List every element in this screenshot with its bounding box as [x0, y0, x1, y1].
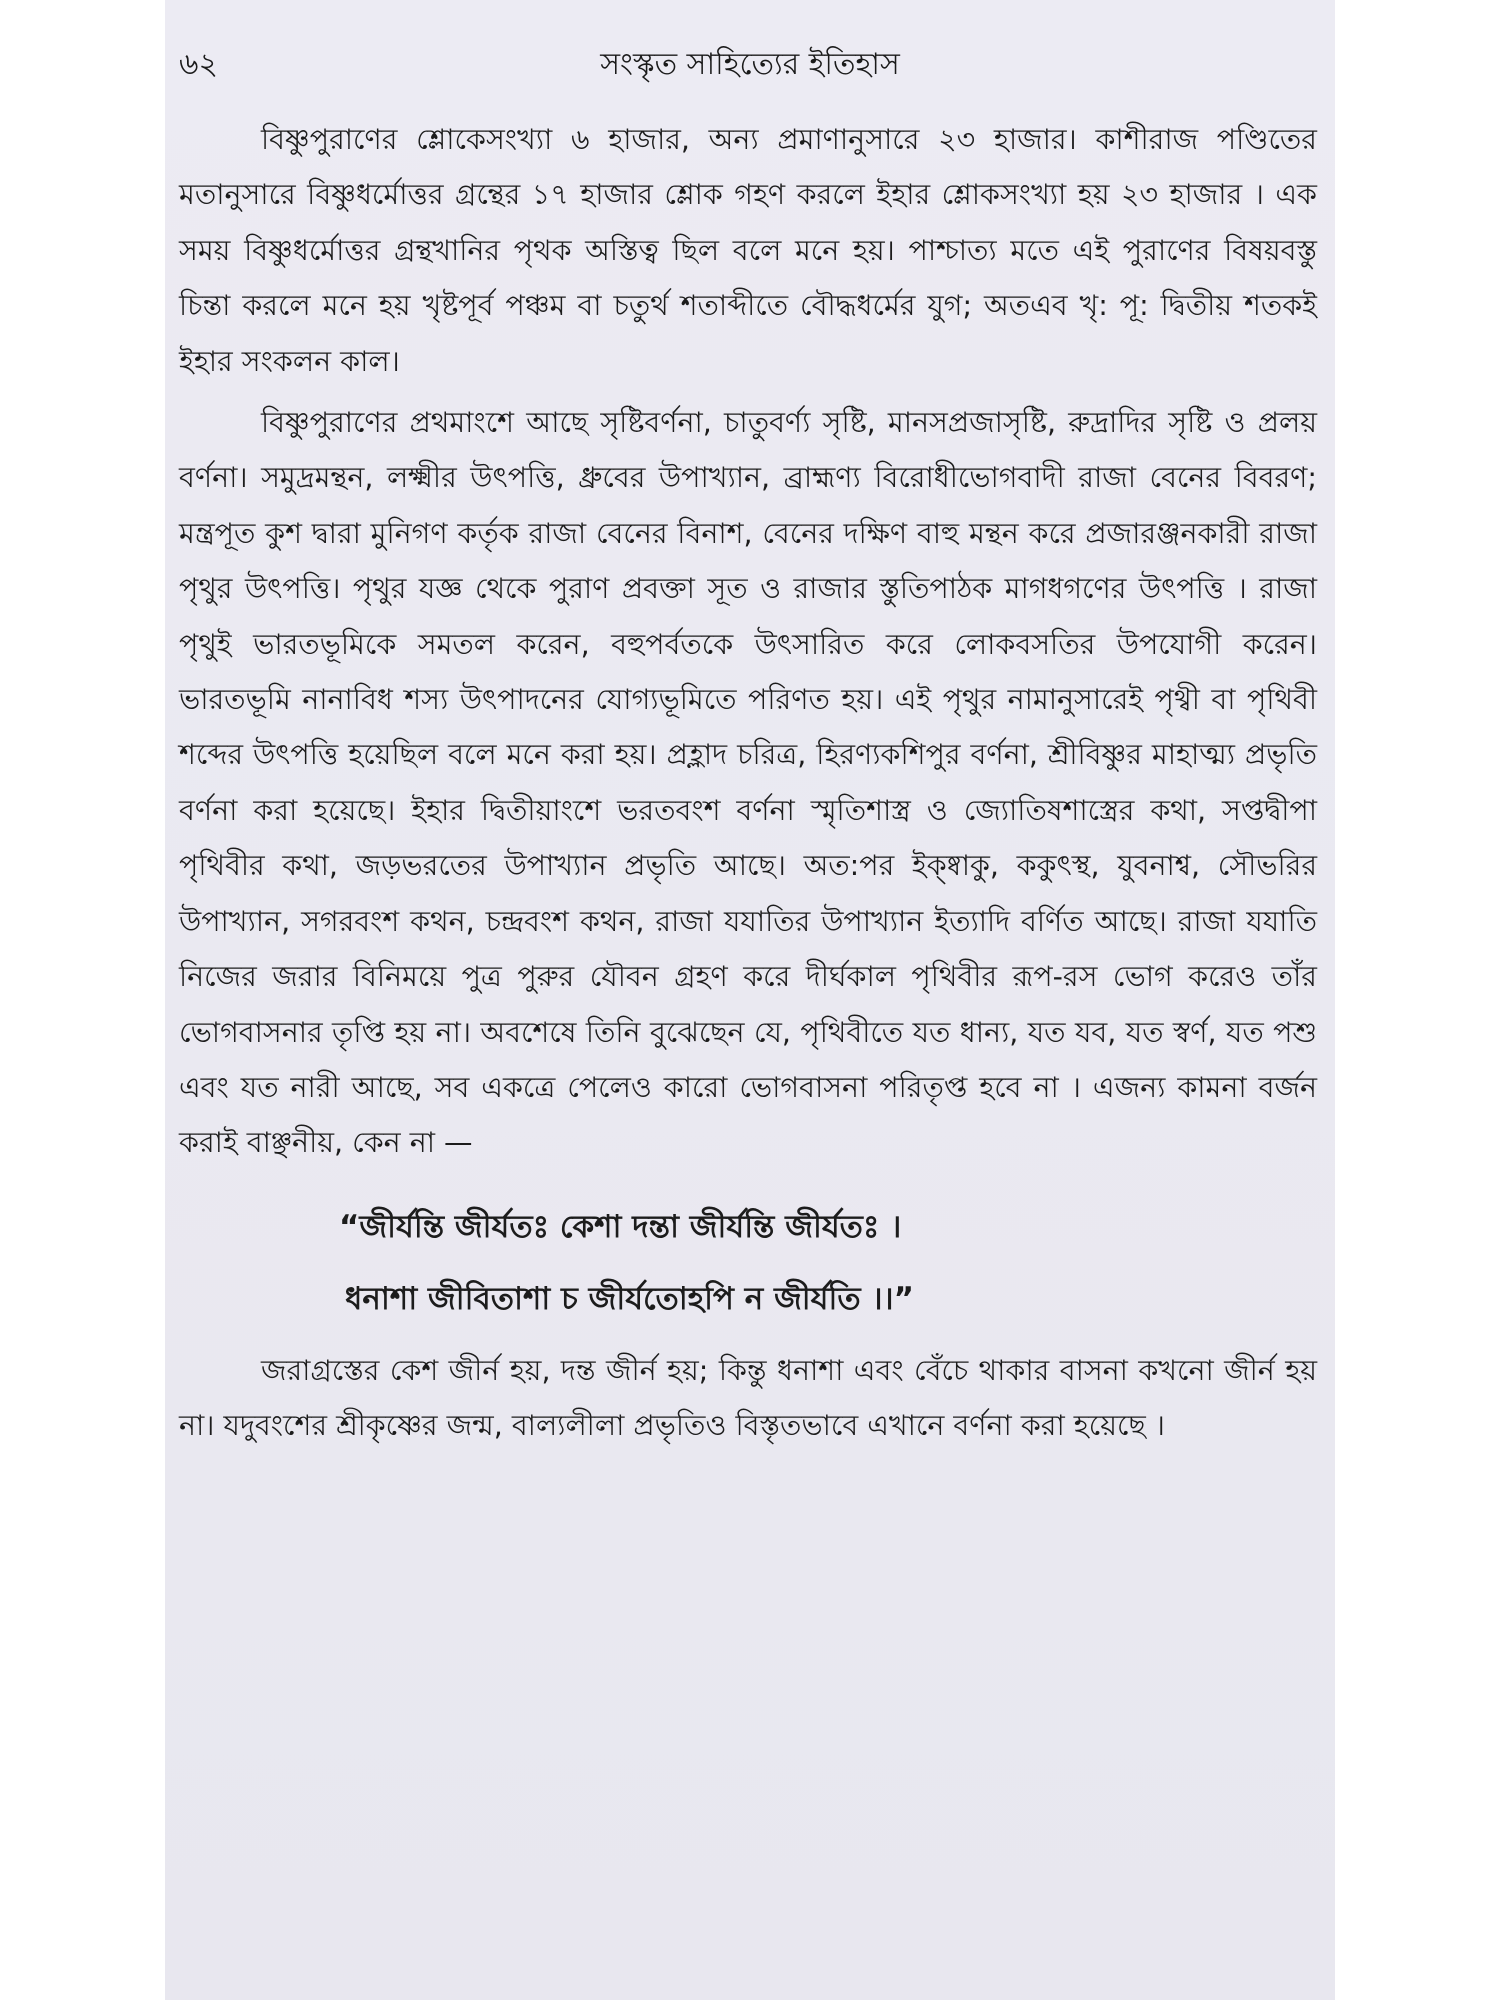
book-page — [165, 0, 1335, 2000]
verse-line-1: “জীর্যন্তি জীর্যতঃ কেশা দন্তা জীর্যন্তি জীর্যতঃ । — [339, 1208, 902, 1245]
paragraph-1: বিষ্ণুপুরাণের শ্লোকেসংখ্যা ৬ হাজার, অন্য প্রমাণানুসারে ২৩ হাজার। কাশীরাজ পণ্ডিতের মতানুসারে বিষ্ণুধর্মোত্তর গ্রন্থের ১৭ হাজার শ্লোক গহণ করলে ইহার শ্লোকসংখ্যা হয় ২৩ হাজার । এক সময় বিষ্ণুধর্মোত্তর গ্রন্থখানির পৃথক অস্তিত্ব ছিল বলে মনে হয়। পাশ্চাত্য মতে এই পুরাণের বিষয়বস্তু চিন্তা করলে মনে হয় খৃষ্টপূর্ব পঞ্চম বা চতুর্থ শতাব্দীতে বৌদ্ধধর্মের যুগ; অতএব খৃ: পূ: দ্বিতীয় শতকই ইহার সংকলন কাল। — [179, 123, 1317, 378]
page-number: ৬২ — [179, 47, 219, 82]
paragraph-3: জরাগ্রস্তের কেশ জীর্ন হয়, দন্ত জীর্ন হয়; কিন্তু ধনাশা এবং বেঁচে থাকার বাসনা কখনো জীর্ন হয় না। যদুবংশের শ্রীকৃষ্ণের জন্ম, বাল্যলীলা প্রভৃতিও বিস্তৃতভাবে এখানে বর্ণনা করা হয়েছে । — [179, 1353, 1317, 1443]
page-body — [179, 112, 1317, 1460]
sanskrit-verse — [179, 1191, 1317, 1335]
page-header — [165, 30, 1335, 90]
verse-line-2: ধনাশা জীবিতাশা চ জীর্যতোহপি ন জীর্যতি ।।” — [345, 1280, 914, 1317]
running-title: সংস্কৃত সাহিত্যের ইতিহাস — [600, 47, 900, 82]
paragraph-2: বিষ্ণুপুরাণের প্রথমাংশে আছে সৃষ্টিবর্ণনা, চাতুবর্ণ্য সৃষ্টি, মানসপ্রজাসৃষ্টি, রুদ্রাদির সৃষ্টি ও প্রলয় বর্ণনা। সমুদ্রমন্থন, লক্ষ্মীর উৎপত্তি, ধ্রুবের উপাখ্যান, ব্রাহ্মণ্য বিরোধীভোগবাদী রাজা বেনের বিবরণ; মন্ত্রপূত কুশ দ্বারা মুনিগণ কর্তৃক রাজা বেনের বিনাশ, বেনের দক্ষিণ বাহু মন্থন করে প্রজারঞ্জনকারী রাজা পৃথুর উৎপত্তি। পৃথুর যজ্ঞ থেকে পুরাণ প্রবক্তা সূত ও রাজার স্তুতিপাঠক মাগধগণের উৎপত্তি । রাজা পৃথুই ভারতভূমিকে সমতল করেন, বহুপর্বতকে উৎসারিত করে লোকবসতির উপযোগী করেন। ভারতভূমি নানাবিধ শস্য উৎপাদনের যোগ্যভূমিতে পরিণত হয়। এই পৃথুর নামানুসারেই পৃথ্বী বা পৃথিবী শব্দের উৎপত্তি হয়েছিল বলে মনে করা হয়। প্রহ্লাদ চরিত্র, হিরণ্যকশিপুর বর্ণনা, শ্রীবিষ্ণুর মাহাত্ম্য প্রভৃতি বর্ণনা করা হয়েছে। ইহার দ্বিতীয়াংশে ভরতবংশ বর্ণনা স্মৃতিশাস্ত্র ও জ্যোতিষশাস্ত্রের কথা, সপ্তদ্বীপা পৃথিবীর কথা, জড়ভরতের উপাখ্যান প্রভৃতি আছে। অত:পর ইক্ষ্বাকু, ককুৎস্থ, যুবনাশ্ব, সৌভরির উপাখ্যান, সগরবংশ কথন, চন্দ্রবংশ কথন, রাজা যযাতির উপাখ্যান ইত্যাদি বর্ণিত আছে। রাজা যযাতি নিজের জরার বিনিময়ে পুত্র পুরুর যৌবন গ্রহণ করে দীর্ঘকাল পৃথিবীর রূপ-রস ভোগ করেও তাঁর ভোগবাসনার তৃপ্তি হয় না। অবশেষে তিনি বুঝেছেন যে, পৃথিবীতে যত ধান্য, যত যব, যত স্বর্ণ, যত পশু এবং যত নারী আছে, সব একত্রে পেলেও কারো ভোগবাসনা পরিতৃপ্ত হবে না । এজন্য কামনা বর্জন করাই বাঞ্ছনীয়, কেন না — — [179, 406, 1317, 1160]
